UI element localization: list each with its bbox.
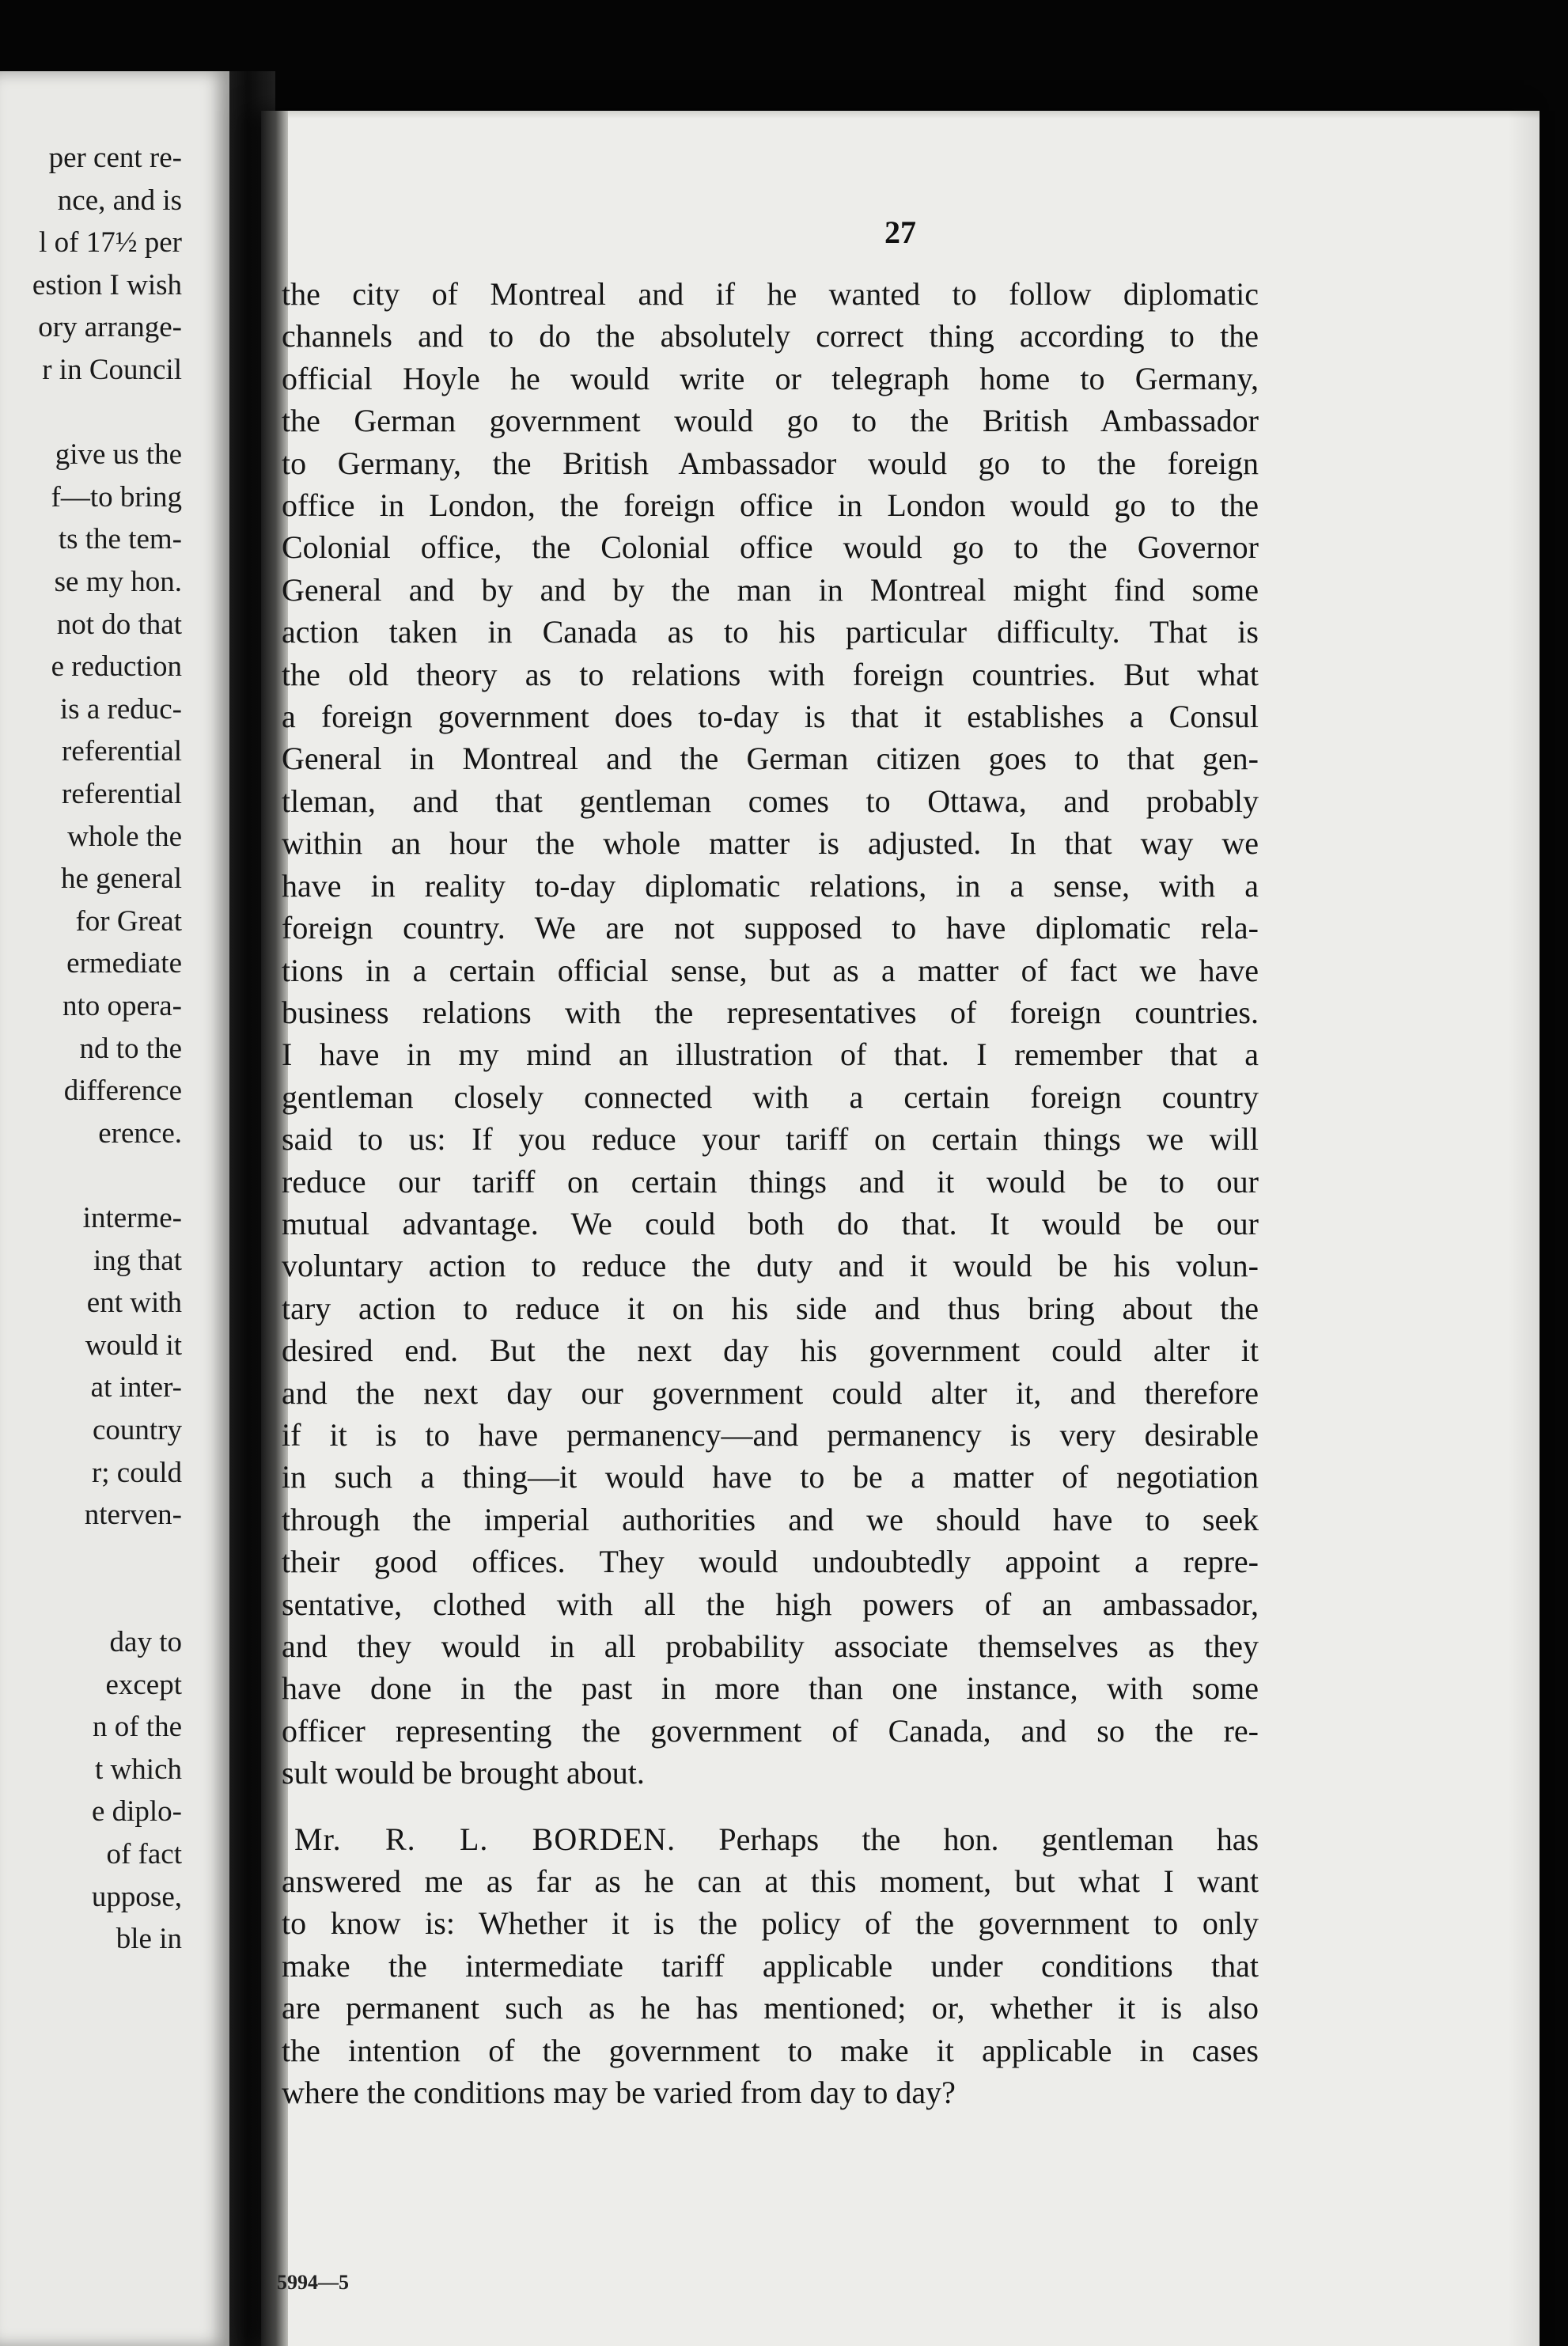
left-page-line: referential [62, 735, 182, 768]
text-line: the city of Montreal and if he wanted to follow diplomatic [282, 276, 1259, 312]
text-line: and the next day our government could alter it, and therefore [282, 1374, 1259, 1411]
left-page-line: l of 17½ per [39, 226, 182, 260]
left-page-line: t which [95, 1753, 182, 1786]
left-page-line: nterven- [84, 1499, 182, 1532]
left-page-line: would it [85, 1328, 182, 1362]
left-page-line: uppose, [91, 1880, 182, 1913]
left-page-line: is a reduc- [59, 692, 182, 726]
left-page-line: f—to bring [51, 480, 182, 514]
text-line: business relations with the representatives of foreign countries. [282, 994, 1259, 1030]
left-page-line: of fact [106, 1838, 182, 1870]
left-page-line: ent with [86, 1287, 182, 1320]
left-page-line: except [105, 1668, 182, 1701]
text-line: officer representing the government of Canada, and so the re- [282, 1712, 1259, 1749]
left-page-line: country [92, 1414, 182, 1446]
left-page-line: nto opera- [62, 990, 182, 1022]
text-line: where the conditions may be varied from day to day? [282, 2075, 956, 2111]
text-line: channels and to do the absolutely correct thing according to the [282, 318, 1259, 354]
left-page-line: not do that [56, 608, 182, 641]
left-page-line: nd to the [79, 1032, 182, 1065]
text-line: and they would in all probability associate themselves as they [282, 1628, 1259, 1664]
left-page-line: referential [62, 778, 182, 810]
left-page-line: difference [63, 1074, 182, 1108]
left-page-line: r; could [91, 1456, 182, 1489]
text-line: to Germany, the British Ambassador would go to the foreign [282, 445, 1259, 481]
left-page-line: he general [60, 862, 182, 896]
text-line: in such a thing—it would have to be a matter of negotiation [282, 1459, 1259, 1495]
left-page-line: per cent re- [48, 142, 182, 174]
text-line: make the intermediate tariff applicable under conditions that [282, 1947, 1259, 1984]
text-line: reduce our tariff on certain things and it would be to our [282, 1163, 1259, 1200]
text-line: action taken in Canada as to his particular difficulty. That is [282, 614, 1259, 650]
left-page-line: ory arrange- [38, 311, 182, 344]
text-line: a foreign government does to-day is that it establishes a Consul [282, 699, 1259, 735]
left-page-line: for Great [75, 904, 182, 938]
text-line: have done in the past in more than one instance, with some [282, 1670, 1259, 1707]
text-line: are permanent such as he has mentioned; or, whether it is also [282, 1990, 1259, 2026]
left-page-line: ing that [93, 1244, 182, 1277]
text-line: General and by and by the man in Montreal might find some [282, 571, 1259, 608]
left-page-line: ermediate [66, 947, 182, 980]
left-page-line: nce, and is [57, 184, 182, 217]
printer-signature-mark: 5994—5 [277, 2271, 349, 2294]
text-line: answered me as far as he can at this moment, but what I want [282, 1863, 1259, 1900]
page-edge-shade [1508, 111, 1540, 2346]
text-line: within an hour the whole matter is adjusted. In that way we [282, 825, 1259, 862]
text-line: the German government would go to the British Ambassador [282, 403, 1259, 439]
left-page-line: give us the [55, 438, 182, 472]
text-line [282, 1818, 1259, 1860]
left-facing-page [0, 71, 229, 2346]
left-page-line: se my hon. [54, 566, 182, 598]
speaker-first-line: Perhaps the hon. gentleman has [718, 1821, 1259, 1857]
page-number: 27 [884, 214, 916, 250]
main-page [261, 111, 1540, 2346]
text-line: tary action to reduce it on his side and thus bring about the [282, 1290, 1259, 1326]
left-page-line: ts the tem- [58, 523, 182, 556]
speaker-name: Mr. R. L. BORDEN. [294, 1821, 676, 1857]
text-line: tleman, and that gentleman comes to Ottawa, and probably [282, 783, 1259, 819]
text-line: foreign country. We are not supposed to have diplomatic rela- [282, 910, 1259, 946]
left-page-line: e diplo- [91, 1795, 182, 1829]
paragraph-borden-question [282, 1818, 1259, 2114]
text-line: the old theory as to relations with foreign countries. But what [282, 656, 1259, 692]
page-body [282, 273, 1259, 2113]
paragraph-minister-reply [282, 273, 1259, 1795]
text-line: if it is to have permanency—and permanency is very desirable [282, 1416, 1259, 1453]
page-top-edge [288, 111, 1540, 119]
left-page-line: ble in [116, 1923, 182, 1956]
left-page-line: at inter- [90, 1371, 182, 1404]
text-line: have in reality to-day diplomatic relations, in a sense, with a [282, 867, 1259, 904]
text-line: General in Montreal and the German citizen goes to that gen- [282, 741, 1259, 777]
text-line: their good offices. They would undoubtedly appoint a repre- [282, 1544, 1259, 1580]
text-line: through the imperial authorities and we should have to seek [282, 1501, 1259, 1537]
text-line: to know is: Whether it is the policy of the government to only [282, 1905, 1259, 1942]
text-line: tions in a certain official sense, but as a matter of fact we have [282, 952, 1259, 988]
text-line: the intention of the government to make it applicable in cases [282, 2032, 1259, 2068]
left-page-line: r in Council [42, 354, 182, 386]
left-page-line: e reduction [51, 650, 182, 684]
left-page-line: erence. [98, 1116, 182, 1150]
text-line: I have in my mind an illustration of that. I remember that a [282, 1037, 1259, 1073]
left-page-line: whole the [67, 820, 182, 853]
text-line: voluntary action to reduce the duty and it would be his volun- [282, 1248, 1259, 1284]
left-page-line: day to [109, 1626, 182, 1658]
text-line: sentative, clothed with all the high powers of an ambassador, [282, 1586, 1259, 1622]
text-line: desired end. But the next day his government could alter it [282, 1332, 1259, 1369]
text-line: mutual advantage. We could both do that. It would be our [282, 1205, 1259, 1241]
text-line: official Hoyle he would write or telegraph home to Germany, [282, 360, 1259, 396]
text-line: office in London, the foreign office in London would go to the [282, 487, 1259, 524]
left-page-line: n of the [92, 1711, 182, 1744]
left-page-line: estion I wish [32, 268, 182, 301]
text-line: gentleman closely connected with a certain foreign country [282, 1078, 1259, 1115]
left-page-line: interme- [82, 1202, 182, 1234]
text-line: sult would be brought about. [282, 1755, 645, 1791]
text-line: Colonial office, the Colonial office would go to the Governor [282, 529, 1259, 566]
text-line: said to us: If you reduce your tariff on certain things we will [282, 1121, 1259, 1158]
paragraph-lines [282, 1860, 1259, 2113]
